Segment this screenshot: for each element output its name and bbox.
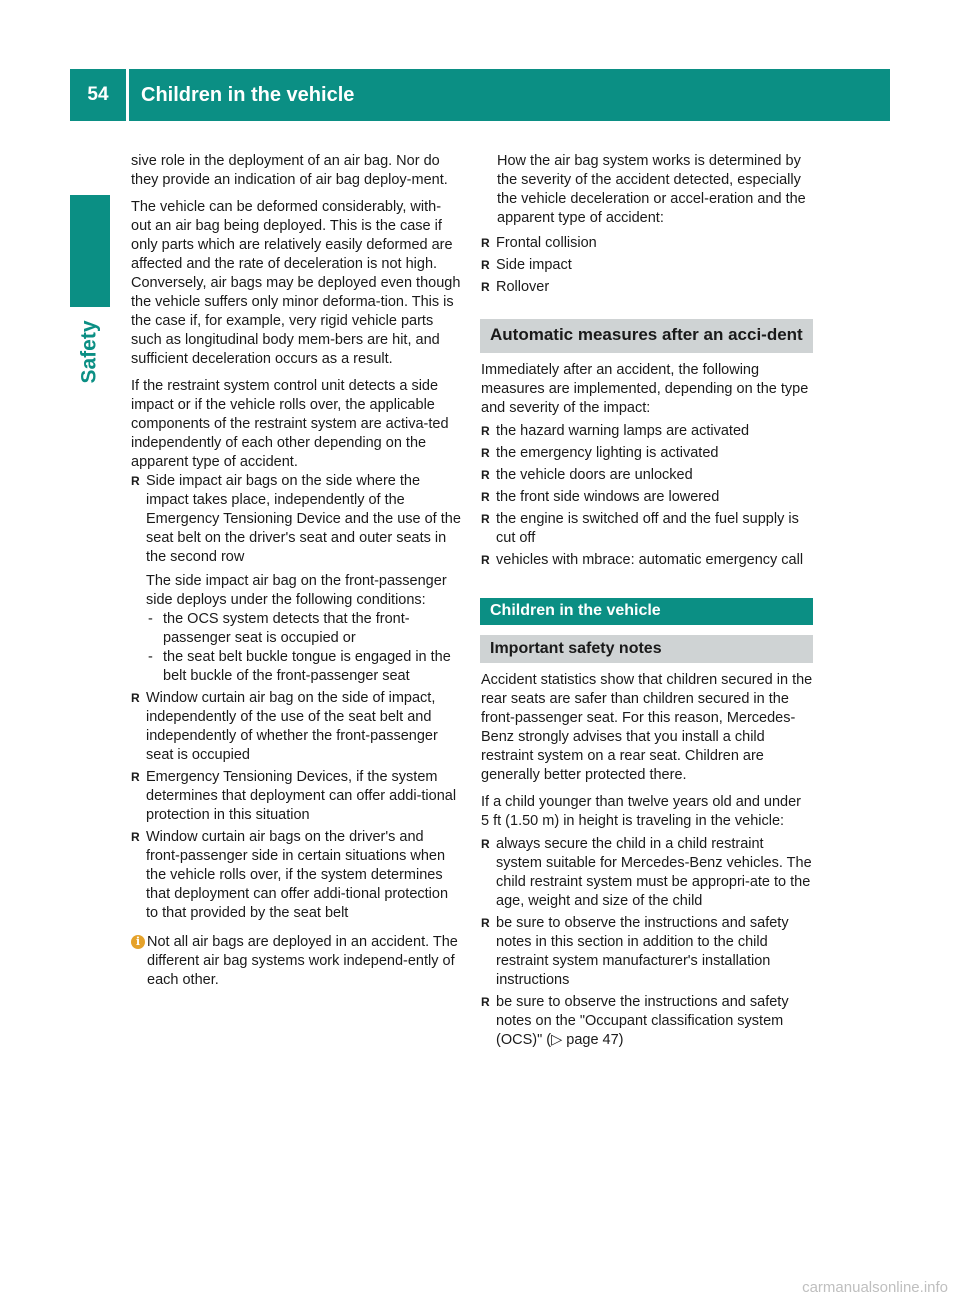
dash-item: - the seat belt buckle tongue is engaged in the belt buckle of the front-passenger seat [146,648,461,686]
page-title: Children in the vehicle [129,69,890,121]
list-item: R Frontal collision [481,234,813,253]
list-item: R Window curtain air bags on the driver's and front-passenger side in certain situations when the vehicle rolls over, if the system determines that deployment can offer addi-tional protection to that provided by the seat belt [131,828,461,923]
chapter-heading: Children in the vehicle [480,598,813,625]
side-tab-marker [70,195,110,307]
section-heading: Important safety notes [480,635,813,663]
list-item: R Rollover [481,278,813,297]
dash-list [146,610,461,686]
section-heading: Automatic measures after an acci-dent [480,319,813,353]
paragraph: How the air bag system works is determined by the severity of the accident detected, especially the vehicle deceleration or accel-eration and the apparent type of accident: [497,153,806,226]
page-number: 54 [70,69,126,121]
list-item [131,472,461,686]
paragraph: If the restraint system control unit detects a side impact or if the vehicle rolls over, the applicable components of the restraint system are activa-ted independently of each other depending on the apparent type of accident. [131,378,449,470]
bullet-list [481,835,813,1050]
list-item: R the engine is switched off and the fuel supply is cut off [481,510,813,548]
list-item: R the vehicle doors are unlocked [481,466,813,485]
info-note [131,933,461,990]
list-item: R the hazard warning lamps are activated [481,422,813,441]
list-item-subtext: The side impact air bag on the front-passenger side deploys under the following conditions: [146,573,447,608]
list-item: R the emergency lighting is activated [481,444,813,463]
list-item: R always secure the child in a child restraint system suitable for Mercedes-Benz vehicles. The child restraint system must be appropri-ate to the age, weight and size of the child [481,835,813,911]
list-item: R vehicles with mbrace: automatic emergency call [481,551,813,570]
list-item: R be sure to observe the instructions and safety notes on the "Occupant classification system (OCS)" (▷ page 47) [481,993,813,1050]
paragraph: Accident statistics show that children secured in the rear seats are safer than children secured in the front-passenger seat. For this reason, Mercedes-Benz strongly advises that you install a child restraint system on a rear seat. Children are generally better protected there. [481,672,813,783]
watermark: carmanualsonline.info [802,1279,948,1296]
accident-type-list [481,234,813,297]
paragraph: sive role in the deployment of an air bag. Nor do they provide an indication of air bag deploy-ment. [131,153,448,188]
dash-item: - the OCS system detects that the front-passenger seat is occupied or [146,610,461,648]
right-column [481,152,813,1056]
list-item: R the front side windows are lowered [481,488,813,507]
paragraph: Immediately after an accident, the following measures are implemented, depending on the type and severity of the impact: [481,362,809,416]
list-item: R Emergency Tensioning Devices, if the system determines that deployment can offer addi-tional protection in this situation [131,768,461,825]
info-icon: i [131,935,145,949]
left-column [131,152,461,990]
paragraph: If a child younger than twelve years old and under 5 ft (1.50 m) in height is traveling in the vehicle: [481,794,802,829]
list-item: R be sure to observe the instructions and safety notes in this section in addition to the child restraint system manufacturer's installation instructions [481,914,813,990]
side-tab-label: Safety [78,320,101,384]
paragraph: The vehicle can be deformed considerably, with-out an air bag being deployed. This is the case if only parts which are relatively easily deformed are affected and the rate of deceleration is not high. Conversely, air bags may be deployed even though the vehicle suffers only minor deforma-tion. This is the case if, for example, very rigid vehicle parts such as longitudinal body mem-bers are hit, and sufficient deceleration occurs as a result. [131,199,461,367]
bullet-list [131,472,461,923]
info-note-text: Not all air bags are deployed in an accident. The different air bag systems work independ-ently of each other. [147,934,458,988]
measures-list [481,422,813,570]
list-item: R Window curtain air bag on the side of impact, independently of the use of the seat belt and independently of whether the front-passenger seat is occupied [131,689,461,765]
list-item: R Side impact [481,256,813,275]
list-item-text: R Side impact air bags on the side where the impact takes place, independently of the Emergency Tensioning Device and the use of the seat belt on the driver's seat and outer seats in the second row [146,473,461,565]
